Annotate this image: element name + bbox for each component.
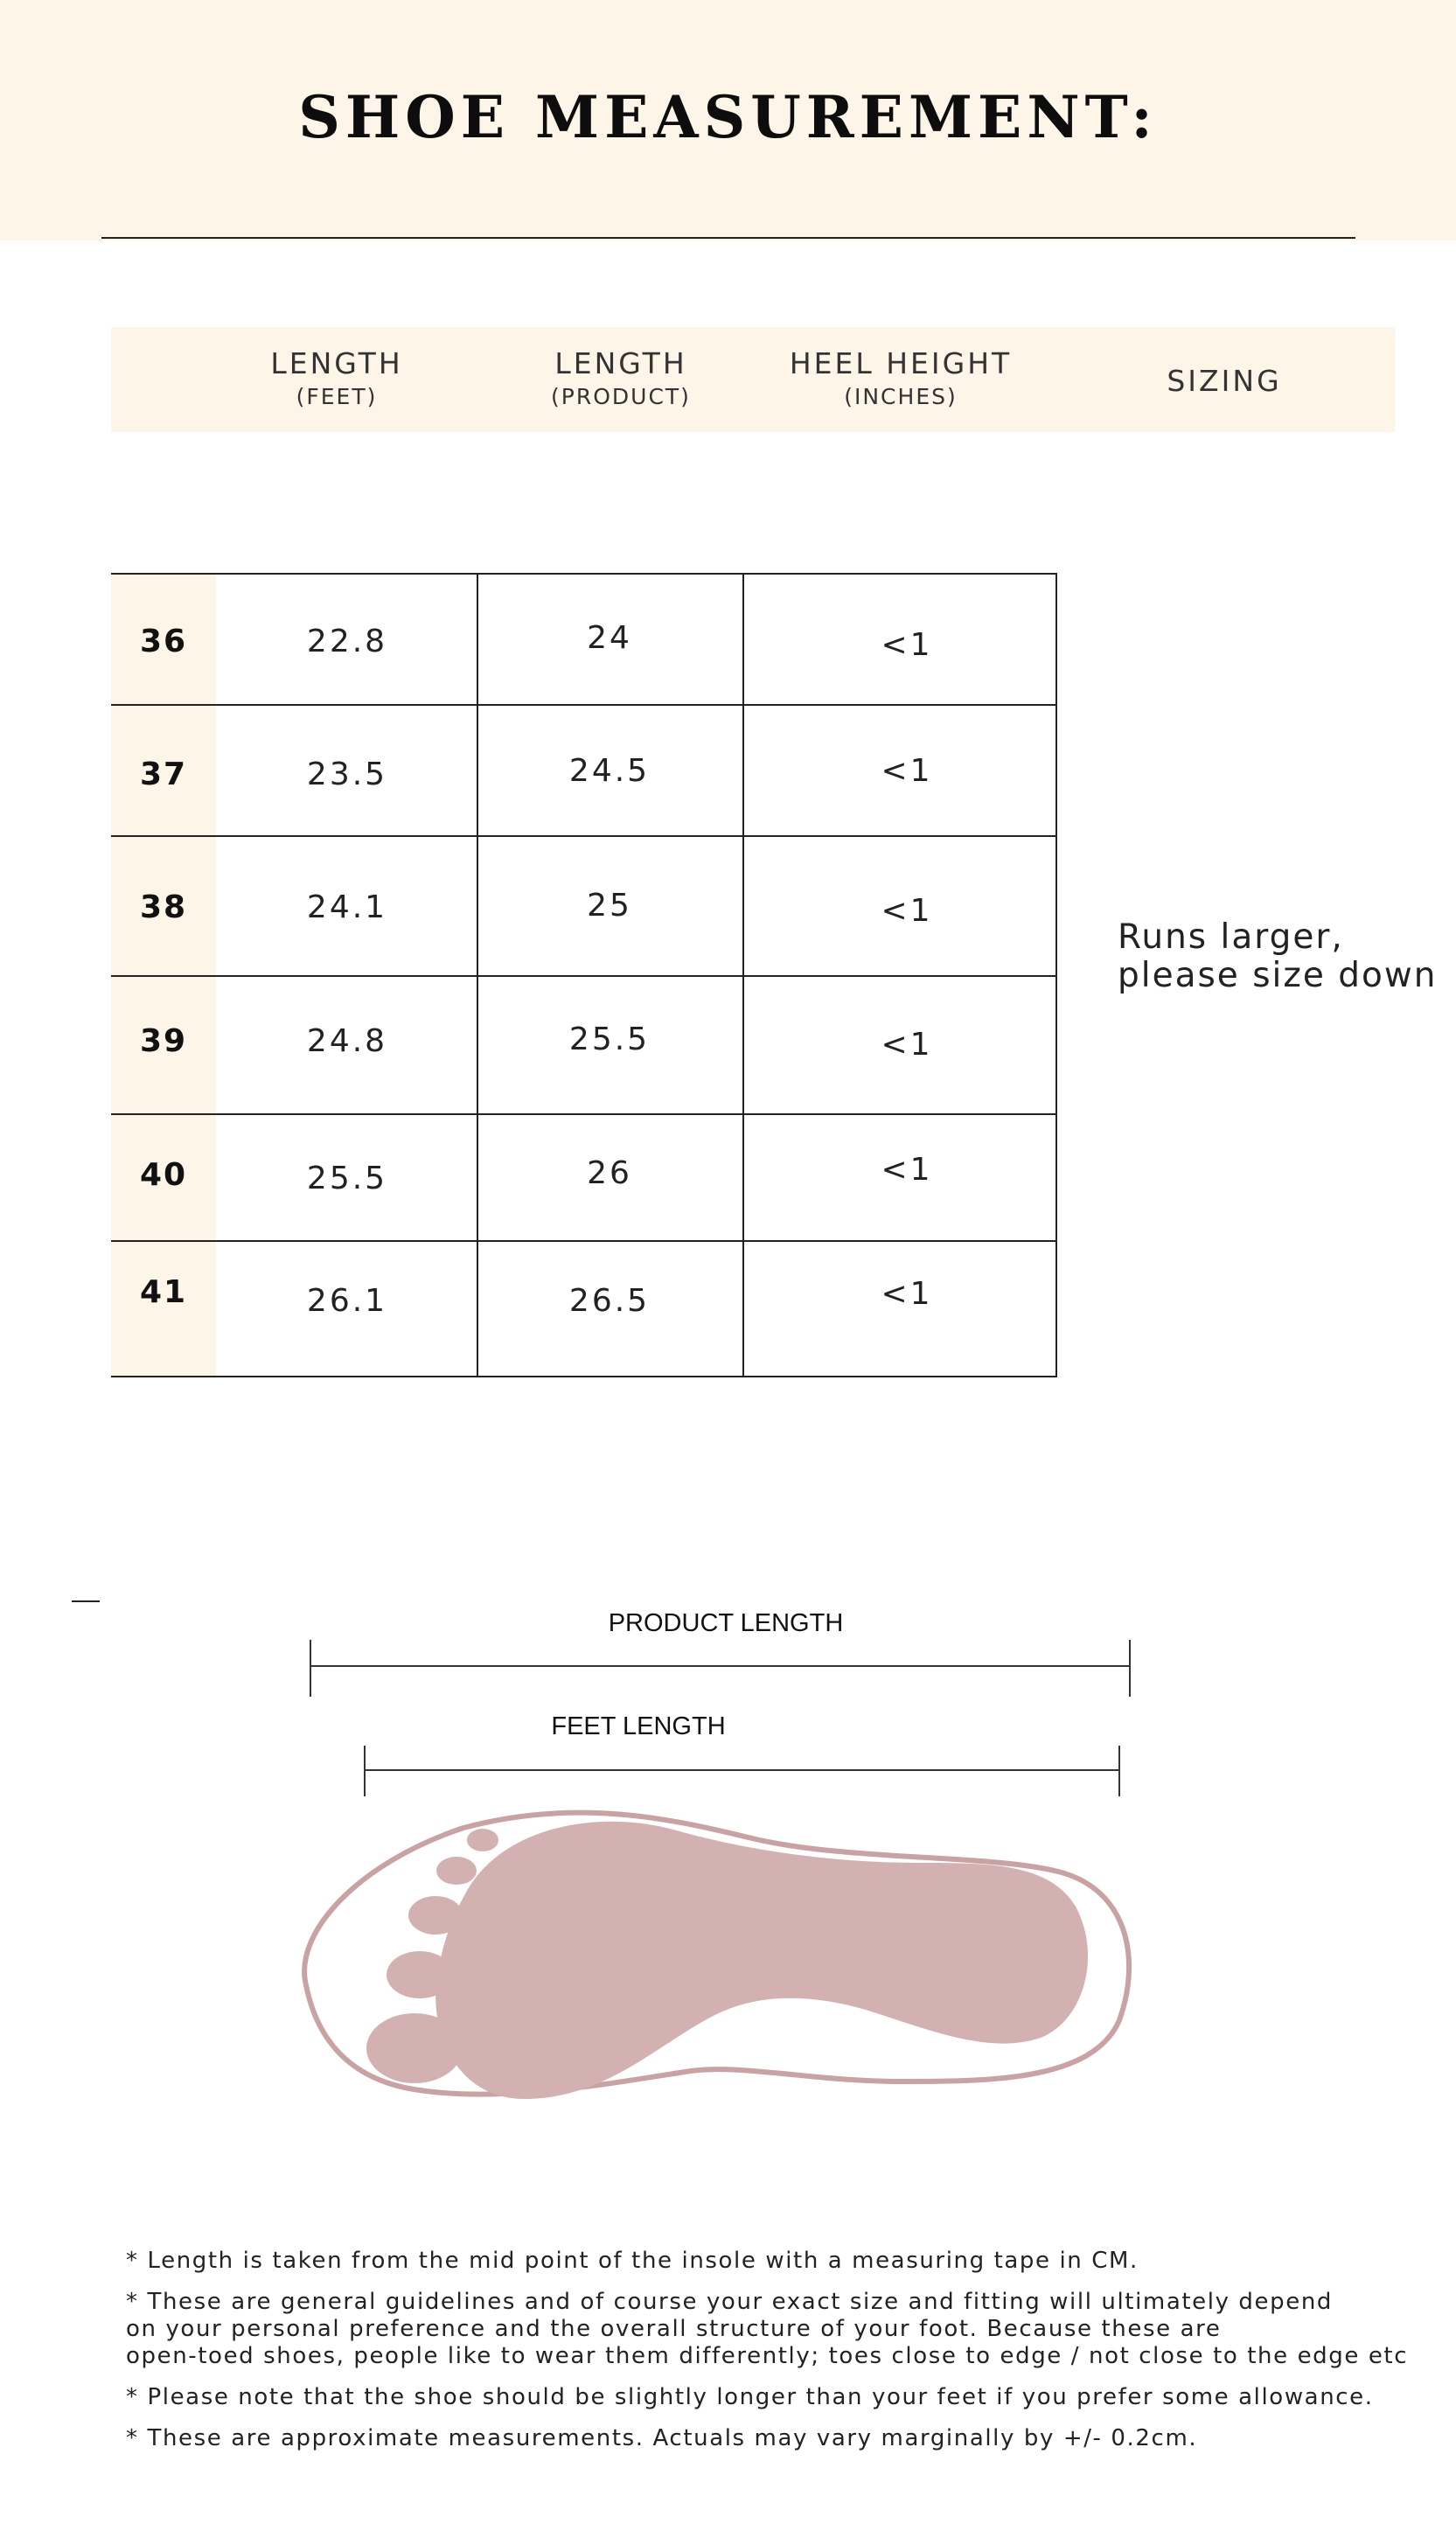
note-line: * These are approximate measurements. Actuals may vary marginally by +/- 0.2cm. bbox=[126, 2425, 1198, 2451]
stray-mark bbox=[72, 1600, 100, 1602]
measurement-table bbox=[111, 573, 1057, 1377]
cell-product-length: 26.5 bbox=[568, 1283, 651, 1319]
note-line: * These are general guidelines and of course your exact size and fitting will ultimately depend bbox=[126, 2289, 1334, 2315]
cell-product-length: 24.5 bbox=[568, 753, 651, 789]
cell-product-length: 24 bbox=[587, 620, 632, 656]
table-rule bbox=[111, 1113, 1057, 1115]
cell-heel-height: <1 bbox=[881, 1276, 933, 1312]
table-row-size: 37 bbox=[139, 757, 188, 792]
table-rule bbox=[111, 835, 1057, 837]
column-header-sub: (FEET) bbox=[296, 384, 378, 409]
cell-product-length: 25 bbox=[587, 888, 632, 924]
column-header-main: LENGTH bbox=[554, 346, 687, 380]
table-row-size: 39 bbox=[139, 1023, 188, 1059]
table-row-size: 40 bbox=[139, 1157, 188, 1193]
note-line: on your personal preference and the overall structure of your foot. Because these are bbox=[126, 2316, 1222, 2342]
note-line: * Please note that the shoe should be slightly longer than your feet if you prefer some allowance. bbox=[126, 2384, 1374, 2410]
measurement-notes bbox=[126, 2248, 1438, 2466]
table-row-size: 36 bbox=[139, 624, 188, 659]
table-col-rule bbox=[1055, 573, 1057, 1377]
cell-feet-length: 23.5 bbox=[306, 757, 388, 792]
title-divider bbox=[101, 237, 1355, 239]
foot-diagram-svg bbox=[289, 1609, 1163, 2134]
table-rule bbox=[111, 573, 1057, 575]
cell-feet-length: 24.1 bbox=[306, 889, 388, 925]
table-col-rule bbox=[477, 573, 478, 1377]
table-row-size: 38 bbox=[139, 889, 188, 925]
foot-measurement-diagram bbox=[289, 1609, 1163, 2134]
toe-big bbox=[366, 2013, 463, 2083]
cell-product-length: 26 bbox=[587, 1155, 632, 1191]
product-length-label: PRODUCT LENGTH bbox=[608, 1609, 844, 1637]
column-header-length-feet bbox=[245, 346, 428, 409]
column-header-main: SIZING bbox=[1167, 364, 1282, 398]
column-header-main: HEEL HEIGHT bbox=[789, 346, 1013, 380]
column-header-main: LENGTH bbox=[270, 346, 403, 380]
table-rule bbox=[111, 704, 1057, 706]
cell-heel-height: <1 bbox=[881, 627, 933, 663]
cell-heel-height: <1 bbox=[881, 753, 933, 789]
table-col-rule bbox=[742, 573, 744, 1377]
table-row-size: 41 bbox=[139, 1274, 188, 1310]
cell-feet-length: 24.8 bbox=[306, 1023, 388, 1059]
column-header-sub: (INCHES) bbox=[844, 384, 958, 409]
column-header-heel-height bbox=[770, 346, 1032, 409]
column-header-sub: (PRODUCT) bbox=[551, 384, 691, 409]
sizing-note-line: please size down bbox=[1118, 956, 1438, 995]
cell-heel-height: <1 bbox=[881, 1152, 933, 1188]
page-title: SHOE MEASUREMENT: bbox=[298, 83, 1158, 151]
sizing-note bbox=[1118, 918, 1437, 995]
toe-second bbox=[387, 1951, 453, 1998]
toe-middle bbox=[408, 1896, 463, 1935]
table-rule bbox=[111, 1240, 1057, 1242]
feet-length-label: FEET LENGTH bbox=[551, 1712, 726, 1740]
cell-heel-height: <1 bbox=[881, 1027, 933, 1063]
table-rule bbox=[111, 975, 1057, 977]
cell-product-length: 25.5 bbox=[568, 1021, 651, 1057]
cell-feet-length: 25.5 bbox=[306, 1161, 388, 1196]
note-line: open-toed shoes, people like to wear them differently; toes close to edge / not close to the edge etc bbox=[126, 2343, 1409, 2369]
toe-fourth bbox=[436, 1857, 477, 1885]
note-line: * Length is taken from the mid point of the insole with a measuring tape in CM. bbox=[126, 2248, 1139, 2274]
column-header-sizing bbox=[1128, 364, 1320, 398]
sizing-note-line: Runs larger, bbox=[1118, 917, 1344, 957]
toe-pinky bbox=[467, 1829, 498, 1851]
cell-feet-length: 26.1 bbox=[306, 1283, 388, 1319]
table-rule bbox=[111, 1376, 1057, 1377]
cell-feet-length: 22.8 bbox=[306, 624, 388, 659]
cell-heel-height: <1 bbox=[881, 893, 933, 929]
column-header-length-product bbox=[516, 346, 726, 409]
